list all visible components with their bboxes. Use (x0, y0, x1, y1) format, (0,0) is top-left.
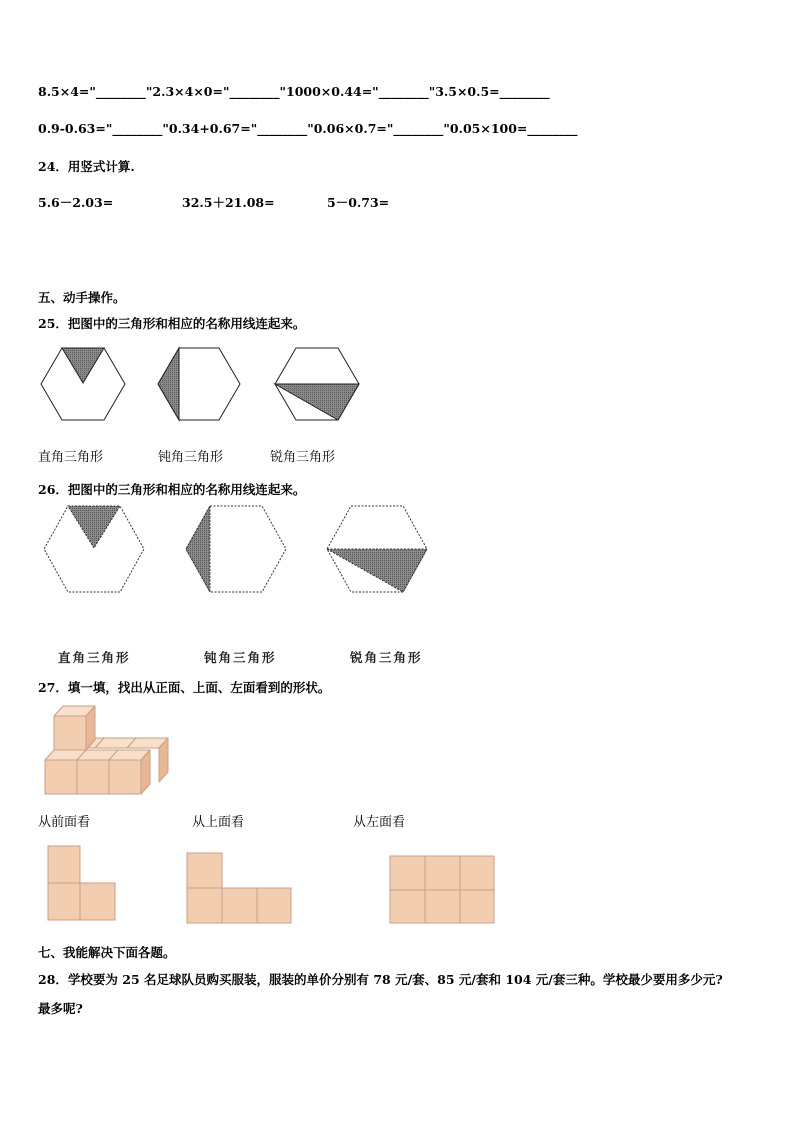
q27-view-left-label: 从左面看 (353, 815, 406, 830)
q25-title: 25．把图中的三角形和相应的名称用线连起来。 (38, 316, 306, 331)
q27-left-view-shape (390, 856, 494, 923)
q26-label-obtuse-triangle: 钝角三角形 (204, 650, 277, 665)
q26-title: 26．把图中的三角形和相应的名称用线连起来。 (38, 482, 306, 497)
q28-line-1: 28．学校要为 25 名足球队员购买服装，服装的单价分别有 78 元/套、85 元/套和 104 元/套三种。学校最少要用多少元? (38, 972, 723, 987)
q26-label-acute-triangle: 锐角三角形 (350, 650, 423, 665)
q25-label-right-triangle: 直角三角形 (38, 450, 104, 465)
q27-view-top-label: 从上面看 (192, 815, 245, 830)
q23-row-1: 8.5×4="________"2.3×4×0="________"1000×0.44="________"3.5×0.5=________ (38, 84, 550, 99)
section-5-title: 五、动手操作。 (38, 290, 126, 305)
q27-title: 27．填一填，找出从正面、上面、左面看到的形状。 (38, 680, 331, 695)
q24-item-3: 5－0.73= (327, 195, 390, 210)
q23-row-2: 0.9-0.63="________"0.34+0.67="________"0.06×0.7="________"0.05×100=________ (38, 121, 578, 136)
q25-label-acute-triangle: 锐角三角形 (270, 450, 336, 465)
q24-item-2: 32.5＋21.08= (182, 195, 275, 210)
q24-title: 24．用竖式计算. (38, 159, 135, 174)
q28-line-2: 最多呢? (38, 1001, 83, 1016)
q27-top-view-shape (187, 853, 291, 923)
q26-label-right-triangle: 直角三角形 (58, 650, 131, 665)
q24-item-1: 5.6－2.03= (38, 195, 114, 210)
section-7-title: 七、我能解决下面各题。 (38, 945, 176, 960)
q27-front-view-shape (48, 846, 115, 920)
q27-view-front-label: 从前面看 (38, 815, 91, 830)
q25-label-obtuse-triangle: 钝角三角形 (158, 450, 224, 465)
